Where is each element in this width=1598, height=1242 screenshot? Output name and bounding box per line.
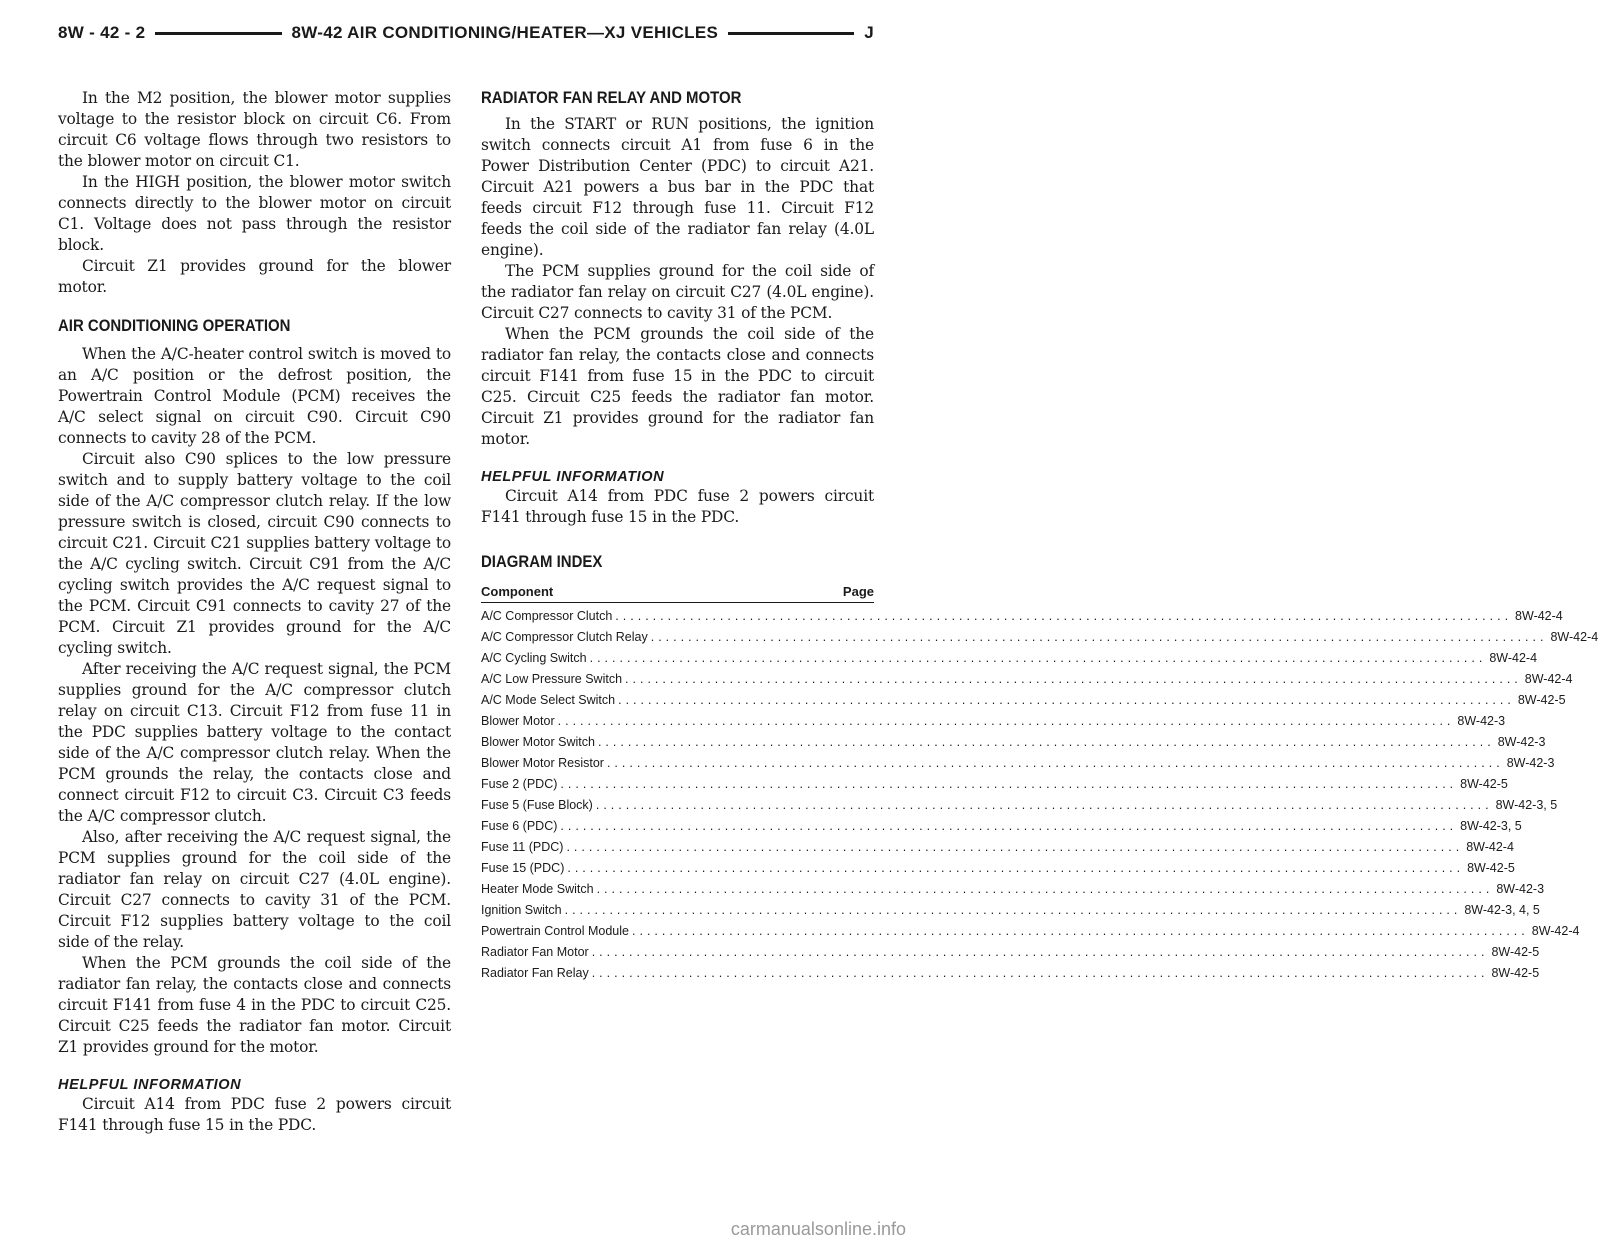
paragraph: When the PCM grounds the coil side of the radiator fan relay, the contacts close and connects circuit F141 from fuse 4 in the PDC to circuit C25. Circuit C25 feeds the radiator fan motor. Circuit Z1 provides ground for the motor.: [58, 954, 451, 1056]
page-header: [58, 18, 874, 48]
index-component-name: Fuse 5 (Fuse Block): [481, 798, 593, 812]
index-page-ref: 8W-42-3: [1506, 756, 1555, 770]
index-row: [481, 798, 1558, 819]
index-page-ref: 8W-42-5: [1517, 693, 1566, 707]
index-page-ref: 8W-42-3, 5: [1495, 798, 1558, 812]
header-rule-right: [728, 32, 854, 35]
index-leader-dots: ........................................................................................................................: [591, 966, 1489, 980]
left-column: [58, 88, 451, 1136]
subheading-helpful-information: HELPFUL INFORMATION: [58, 1077, 242, 1093]
paragraph: Circuit A14 from PDC fuse 2 powers circuit F141 through fuse 15 in the PDC.: [58, 1095, 451, 1134]
index-page-ref: 8W-42-5: [1491, 966, 1540, 980]
index-component-name: Radiator Fan Relay: [481, 966, 589, 980]
index-component-name: Fuse 15 (PDC): [481, 861, 565, 875]
paragraph: The PCM supplies ground for the coil side of the radiator fan relay on circuit C27 (4.0L engine). Circuit C27 connects to cavity 31 of the PCM.: [481, 262, 874, 322]
index-row: [481, 651, 1538, 672]
index-row: [481, 777, 1508, 798]
paragraph: When the A/C-heater control switch is moved to an A/C position or the defrost position, the Powertrain Control Module (PCM) receives the A/C select signal on circuit C90. Circuit C90 connects to cavity 28 of the PCM.: [58, 345, 451, 447]
index-component-name: A/C Compressor Clutch: [481, 609, 613, 623]
index-page-ref: 8W-42-3, 4, 5: [1464, 903, 1540, 917]
index-row: [481, 609, 1563, 630]
index-row: [481, 966, 1540, 987]
index-page-ref: 8W-42-3: [1457, 714, 1506, 728]
index-row: [481, 714, 1506, 735]
index-leader-dots: ........................................................................................................................: [650, 630, 1548, 644]
index-row: [481, 882, 1545, 903]
paragraph: Circuit A14 from PDC fuse 2 powers circuit F141 through fuse 15 in the PDC.: [481, 487, 874, 526]
index-page-ref: 8W-42-3, 5: [1460, 819, 1522, 833]
index-leader-dots: ........................................................................................................................: [632, 924, 1529, 938]
index-leader-dots: ........................................................................................................................: [567, 861, 1465, 875]
paragraph: After receiving the A/C request signal, the PCM supplies ground for the A/C compressor clutch relay on circuit C13. Circuit F12 from fuse 11 in the PDC supplies battery voltage to the contact side of the A/C compressor clutch relay. When the PCM grounds the relay, the contacts close and connect circuit F12 to circuit C3. Circuit C3 feeds the A/C compressor clutch.: [58, 660, 451, 825]
section-heading-diagram-index: DIAGRAM INDEX: [481, 552, 603, 571]
index-leader-dots: ........................................................................................................................: [591, 945, 1489, 959]
index-component-name: Blower Motor: [481, 714, 555, 728]
index-leader-dots: ........................................................................................................................: [615, 609, 1513, 623]
index-component-name: Powertrain Control Module: [481, 924, 629, 938]
index-page-ref: 8W-42-4: [1524, 672, 1573, 686]
index-page-ref: 8W-42-4: [1550, 630, 1598, 644]
index-component-name: A/C Cycling Switch: [481, 651, 587, 665]
index-page-ref: 8W-42-4: [1466, 840, 1514, 854]
index-leader-dots: ........................................................................................................................: [566, 840, 1464, 854]
index-col-component: Component: [481, 584, 554, 599]
index-row: [481, 693, 1566, 714]
section-title: 8W-42 AIR CONDITIONING/HEATER—XJ VEHICLES: [291, 23, 719, 42]
index-component-name: A/C Low Pressure Switch: [481, 672, 623, 686]
header-rule-left: [155, 32, 281, 35]
paragraph: Circuit Z1 provides ground for the blower motor.: [58, 257, 451, 296]
index-row: [481, 819, 1522, 840]
index-component-name: A/C Mode Select Switch: [481, 693, 616, 707]
paragraph: In the M2 position, the blower motor supplies voltage to the resistor block on circuit C6. From circuit C6 voltage flows through two resistors to the blower motor on circuit C1.: [58, 89, 451, 170]
index-leader-dots: ........................................................................................................................: [618, 693, 1515, 707]
index-row: [481, 630, 1598, 651]
index-row: [481, 861, 1515, 882]
index-component-name: Blower Motor Switch: [481, 735, 595, 749]
index-leader-dots: ........................................................................................................................: [606, 756, 1504, 770]
paragraph: In the START or RUN positions, the ignition switch connects circuit A1 from fuse 6 in the Power Distribution Center (PDC) to circuit A21. Circuit A21 powers a bus bar in the PDC that feeds circuit F12 through fuse 11. Circuit F12 feeds the coil side of the radiator fan relay (4.0L engine).: [481, 115, 874, 259]
paragraph: Circuit also C90 splices to the low pressure switch and to supply battery voltage to the coil side of the A/C compressor clutch relay. If the low pressure switch is closed, circuit C90 connects to circuit C21. Circuit C21 supplies battery voltage to the A/C cycling switch. Circuit C91 from the A/C cycling switch provides the A/C request signal to the PCM. Circuit C91 connects to cavity 27 of the PCM. Circuit Z1 provides ground for the A/C cycling switch.: [58, 450, 451, 657]
page-number: 8W - 42 - 2: [58, 23, 146, 42]
index-row: [481, 735, 1546, 756]
index-page-ref: 8W-42-3: [1497, 735, 1546, 749]
index-row: [481, 924, 1580, 945]
index-component-name: Heater Mode Switch: [481, 882, 594, 896]
index-leader-dots: ........................................................................................................................: [560, 819, 1458, 833]
subheading-helpful-information: HELPFUL INFORMATION: [481, 469, 665, 485]
index-header: [481, 584, 874, 603]
index-page-ref: 8W-42-5: [1460, 777, 1508, 791]
index-component-name: A/C Compressor Clutch Relay: [481, 630, 648, 644]
index-row: [481, 945, 1540, 966]
index-component-name: Fuse 11 (PDC): [481, 840, 564, 854]
index-leader-dots: ........................................................................................................................: [589, 651, 1487, 665]
index-row: [481, 840, 1514, 861]
index-leader-dots: ........................................................................................................................: [557, 714, 1455, 728]
section-letter: J: [864, 23, 874, 42]
watermark: carmanualsonline.info: [730, 1219, 906, 1239]
index-row: [481, 672, 1573, 693]
section-heading-ac-operation: AIR CONDITIONING OPERATION: [58, 316, 291, 335]
section-heading-radiator-fan: RADIATOR FAN RELAY AND MOTOR: [481, 88, 742, 107]
index-component-name: Radiator Fan Motor: [481, 945, 589, 959]
index-leader-dots: ........................................................................................................................: [595, 798, 1493, 812]
paragraph: When the PCM grounds the coil side of the radiator fan relay, the contacts close and connects circuit F141 from fuse 15 in the PDC to circuit C25. Circuit C25 feeds the radiator fan motor. Circuit Z1 provides ground for the radiator fan motor.: [481, 325, 874, 448]
index-list: [481, 609, 1598, 987]
index-col-page: Page: [842, 584, 874, 599]
paragraph: Also, after receiving the A/C request signal, the PCM supplies ground for the coil side of the radiator fan relay on circuit C27 (4.0L engine). Circuit C27 connects to cavity 31 of the PCM. Circuit F12 supplies battery voltage to the coil side of the relay.: [58, 828, 451, 951]
index-page-ref: 8W-42-4: [1531, 924, 1580, 938]
right-column: [481, 88, 1598, 987]
index-component-name: Fuse 2 (PDC): [481, 777, 558, 791]
index-page-ref: 8W-42-5: [1491, 945, 1540, 959]
index-page-ref: 8W-42-4: [1515, 609, 1563, 623]
index-row: [481, 756, 1555, 777]
index-page-ref: 8W-42-4: [1489, 651, 1538, 665]
index-leader-dots: ........................................................................................................................: [596, 882, 1494, 896]
index-page-ref: 8W-42-5: [1467, 861, 1515, 875]
index-component-name: Ignition Switch: [481, 903, 562, 917]
paragraph: In the HIGH position, the blower motor switch connects directly to the blower motor on circuit C1. Voltage does not pass through the resistor block.: [58, 173, 451, 254]
index-leader-dots: ........................................................................................................................: [625, 672, 1522, 686]
index-component-name: Blower Motor Resistor: [481, 756, 604, 770]
index-row: [481, 903, 1540, 924]
index-page-ref: 8W-42-3: [1496, 882, 1545, 896]
index-leader-dots: ........................................................................................................................: [560, 777, 1458, 791]
index-component-name: Fuse 6 (PDC): [481, 819, 558, 833]
index-leader-dots: ........................................................................................................................: [597, 735, 1495, 749]
index-leader-dots: ........................................................................................................................: [564, 903, 1462, 917]
